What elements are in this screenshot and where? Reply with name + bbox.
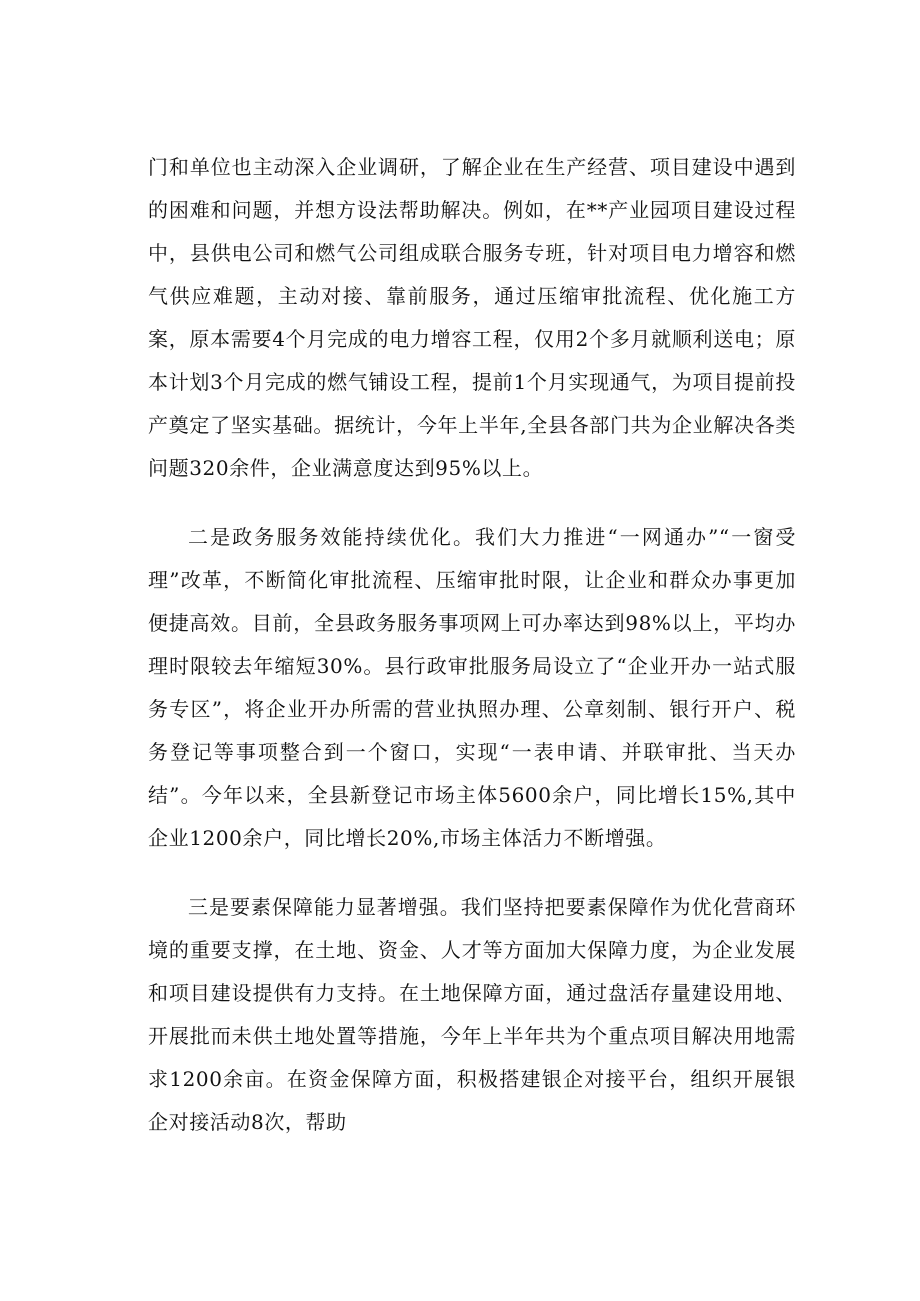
paragraph-factor-guarantee: 三是要素保障能力显著增强。我们坚持把要素保障作为优化营商环境的重要支撑，在土地、资金、人才等方面加大保障力度，为企业发展和项目建设提供有力支持。在土地保障方面，通过盘活存量建设用地、开展批而未供土地处置等措施，今年上半年共为个重点项目解决用地需求1200余亩。在资金保障方面，积极搭建银企对接平台，组织开展银企对接活动8次，帮助 bbox=[148, 895, 796, 1134]
paragraph-continuation: 门和单位也主动深入企业调研，了解企业在生产经营、项目建设中遇到的困难和问题，并想方设法帮助解决。例如，在**产业园项目建设过程中，县供电公司和燃气公司组成联合服务专班，针对项目电力增容和燃气供应难题，主动对接、靠前服务，通过压缩审批流程、优化施工方案，原本需要4个月完成的电力增容工程，仅用2个多月就顺利送电；原本计划3个月完成的燃气铺设工程，提前1个月实现通气，为项目提前投产奠定了坚实基础。据统计，今年上半年,全县各部门共为企业解决各类问题320余件，企业满意度达到95%以上。 bbox=[148, 155, 796, 480]
paragraph-government-services: 二是政务服务效能持续优化。我们大力推进“一网通办”“一窗受理”改革，不断简化审批流程、压缩审批时限，让企业和群众办事更加便捷高效。目前，全县政务服务事项网上可办率达到98%以上，平均办理时限较去年缩短30%。县行政审批服务局设立了“企业开办一站式服务专区”，将企业开办所需的营业执照办理、公章刻制、银行开户、税务登记等事项整合到一个窗口，实现“一表申请、并联审批、当天办结”。今年以来，全县新登记市场主体5600余户，同比增长15%,其中企业1200余户，同比增长20%,市场主体活力不断增强。 bbox=[148, 525, 796, 850]
document-body bbox=[148, 146, 796, 1144]
